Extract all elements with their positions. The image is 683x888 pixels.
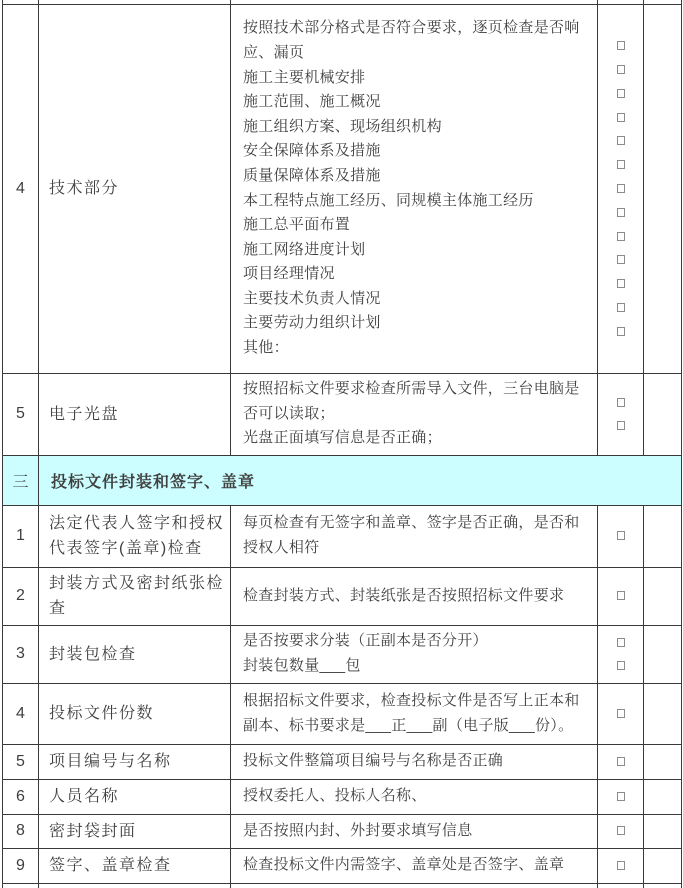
remark-cell [644, 4, 682, 373]
description-line: 施工网络进度计划 [243, 240, 366, 258]
partial-row [3, 883, 682, 888]
empty-checkbox-icon[interactable] [617, 531, 625, 540]
empty-checkbox-icon[interactable] [617, 279, 625, 288]
checklist-row [3, 848, 682, 883]
checkbox-line [617, 854, 625, 878]
empty-cell [39, 883, 231, 888]
description-line: 按照招标文件要求检查所需导入文件，三台电脑是 [243, 380, 580, 398]
item-name-cell: 法定代表人签字和授权代表签字(盖章)检查 [39, 505, 231, 567]
checkbox-line [617, 81, 625, 105]
item-name-cell: 投标文件份数 [39, 683, 231, 744]
checklist-row [3, 779, 682, 814]
description-line: 施工主要机械安排 [243, 68, 366, 86]
checkbox-cell [598, 373, 644, 455]
description-cell [231, 744, 598, 779]
checkbox-cell [598, 683, 644, 744]
empty-checkbox-icon[interactable] [617, 184, 625, 193]
description-cell [231, 505, 598, 567]
remark-cell [644, 567, 682, 625]
description-line: 光盘正面填写信息是否正确； [243, 429, 442, 447]
remark-cell [644, 744, 682, 779]
checkbox-line [617, 105, 625, 129]
empty-checkbox-icon[interactable] [617, 65, 625, 74]
description-line: 质量保障体系及措施 [243, 166, 381, 184]
section-header-row [3, 455, 682, 505]
checkbox-cell [598, 814, 644, 848]
row-number-cell: 9 [3, 848, 39, 883]
description-line: 其他： [243, 339, 289, 357]
checkbox-cell [598, 779, 644, 814]
empty-checkbox-icon[interactable] [617, 136, 625, 145]
description-line: 检查封装方式、封装纸张是否按照招标文件要求 [243, 586, 565, 604]
bid-checklist-table [2, 0, 682, 888]
empty-checkbox-icon[interactable] [617, 113, 625, 122]
description-line: 应、漏页 [243, 43, 305, 61]
checkbox-stack [617, 390, 625, 438]
empty-cell [644, 883, 682, 888]
section-title-cell: 投标文件封装和签字、盖章 [39, 455, 682, 505]
empty-checkbox-icon[interactable] [617, 327, 625, 336]
empty-cell [598, 883, 644, 888]
row-number-cell: 3 [3, 625, 39, 683]
empty-checkbox-icon[interactable] [617, 208, 625, 217]
empty-checkbox-icon[interactable] [617, 861, 625, 870]
description-line: 授权委托人、投标人名称、 [243, 787, 427, 805]
checkbox-line [617, 248, 625, 272]
checkbox-stack [617, 584, 625, 608]
checkbox-line [617, 58, 625, 82]
remark-cell [644, 625, 682, 683]
checkbox-cell [598, 567, 644, 625]
description-cell [231, 567, 598, 625]
empty-checkbox-icon[interactable] [617, 160, 625, 169]
checkbox-line [617, 319, 625, 343]
checkbox-line [617, 296, 625, 320]
empty-checkbox-icon[interactable] [617, 89, 625, 98]
row-number-cell: 5 [3, 744, 39, 779]
item-name-cell: 人员名称 [39, 779, 231, 814]
description-cell [231, 779, 598, 814]
row-number-cell: 5 [3, 373, 39, 455]
checkbox-line [617, 272, 625, 296]
item-name-cell: 技术部分 [39, 4, 231, 373]
description-line: 授权人相符 [243, 539, 320, 556]
remark-cell [644, 373, 682, 455]
item-name-cell: 项目编号与名称 [39, 744, 231, 779]
empty-checkbox-icon[interactable] [617, 826, 625, 835]
checkbox-line [617, 414, 625, 438]
empty-checkbox-icon[interactable] [617, 638, 625, 647]
item-name-cell: 封装方式及密封纸张检查 [39, 567, 231, 625]
row-number-cell: 6 [3, 779, 39, 814]
row-number-cell: 1 [3, 505, 39, 567]
description-cell [231, 373, 598, 455]
item-name-cell: 电子光盘 [39, 373, 231, 455]
checklist-row [3, 373, 682, 455]
checkbox-line [617, 177, 625, 201]
checklist-row [3, 4, 682, 373]
checkbox-stack [617, 854, 625, 878]
description-line: 投标文件整篇项目编号与名称是否正确 [243, 752, 504, 770]
empty-checkbox-icon[interactable] [617, 41, 625, 50]
row-number-cell: 8 [3, 814, 39, 848]
description-line: 施工组织方案、现场组织机构 [243, 117, 442, 135]
remark-cell [644, 848, 682, 883]
description-line: 检查投标文件内需签字、盖章处是否签字、盖章 [243, 856, 565, 874]
description-cell [231, 683, 598, 744]
checkbox-line [617, 524, 625, 548]
checkbox-stack [617, 524, 625, 548]
checklist-body [3, 0, 682, 888]
item-name-cell: 密封袋封面 [39, 814, 231, 848]
remark-cell [644, 814, 682, 848]
empty-cell [231, 883, 598, 888]
checkbox-line [617, 654, 625, 678]
empty-checkbox-icon[interactable] [617, 255, 625, 264]
row-number-cell: 4 [3, 683, 39, 744]
description-cell [231, 848, 598, 883]
empty-checkbox-icon[interactable] [617, 398, 625, 407]
description-line: 按照技术部分格式是否符合要求，逐页检查是否响 [243, 19, 580, 37]
checkbox-line [617, 390, 625, 414]
checkbox-cell [598, 848, 644, 883]
description-line: 根据招标文件要求，检查投标文件是否写上正本和 [243, 691, 580, 709]
checkbox-line [617, 785, 625, 809]
description-line: 主要劳动力组织计划 [243, 314, 381, 332]
item-name-cell: 签字、盖章检查 [39, 848, 231, 883]
checklist-row [3, 814, 682, 848]
checkbox-stack [617, 34, 625, 343]
description-line: 主要技术负责人情况 [243, 289, 381, 307]
row-number-cell: 4 [3, 4, 39, 373]
description-line: 施工范围、施工概况 [243, 93, 381, 111]
remark-cell [644, 683, 682, 744]
checkbox-line [617, 224, 625, 248]
checkbox-line [617, 200, 625, 224]
checkbox-stack [617, 702, 625, 726]
checkbox-cell [598, 625, 644, 683]
checkbox-cell [598, 4, 644, 373]
section-number-cell: 三 [3, 455, 39, 505]
description-cell [231, 4, 598, 373]
checkbox-line [617, 584, 625, 608]
description-line: 否可以读取； [243, 404, 335, 422]
description-cell [231, 814, 598, 848]
checkbox-line [617, 34, 625, 58]
checkbox-line [617, 750, 625, 774]
checkbox-line [617, 153, 625, 177]
description-line: 封装包数量___包 [243, 657, 361, 674]
checkbox-line [617, 819, 625, 843]
empty-checkbox-icon[interactable] [617, 792, 625, 801]
description-line: 每页检查有无签字和盖章、签字是否正确，是否和 [243, 514, 580, 532]
checklist-row [3, 505, 682, 567]
checklist-row [3, 744, 682, 779]
description-line: 副本、标书要求是___正___副（电子版___份）。 [243, 716, 574, 734]
empty-checkbox-icon[interactable] [617, 232, 625, 241]
description-line: 安全保障体系及措施 [243, 142, 381, 160]
empty-checkbox-icon[interactable] [617, 709, 625, 718]
remark-cell [644, 505, 682, 567]
empty-cell [3, 883, 39, 888]
checkbox-stack [617, 785, 625, 809]
checklist-row [3, 625, 682, 683]
description-line: 是否按要求分装（正副本是否分开） [243, 632, 488, 650]
description-line: 本工程特点施工经历、同规模主体施工经历 [243, 191, 534, 209]
checkbox-stack [617, 750, 625, 774]
checkbox-line [617, 702, 625, 726]
empty-checkbox-icon[interactable] [617, 591, 625, 600]
item-name-cell: 封装包检查 [39, 625, 231, 683]
checkbox-line [617, 129, 625, 153]
empty-checkbox-icon[interactable] [617, 661, 625, 670]
remark-cell [644, 779, 682, 814]
empty-checkbox-icon[interactable] [617, 421, 625, 430]
checkbox-cell [598, 505, 644, 567]
description-line: 是否按照内封、外封要求填写信息 [243, 821, 473, 839]
checkbox-line [617, 630, 625, 654]
checkbox-cell [598, 744, 644, 779]
description-cell [231, 625, 598, 683]
checklist-row [3, 567, 682, 625]
checkbox-stack [617, 630, 625, 678]
empty-checkbox-icon[interactable] [617, 757, 625, 766]
checkbox-stack [617, 819, 625, 843]
checklist-row [3, 683, 682, 744]
empty-checkbox-icon[interactable] [617, 303, 625, 312]
row-number-cell: 2 [3, 567, 39, 625]
description-line: 项目经理情况 [243, 265, 335, 283]
description-line: 施工总平面布置 [243, 216, 351, 234]
